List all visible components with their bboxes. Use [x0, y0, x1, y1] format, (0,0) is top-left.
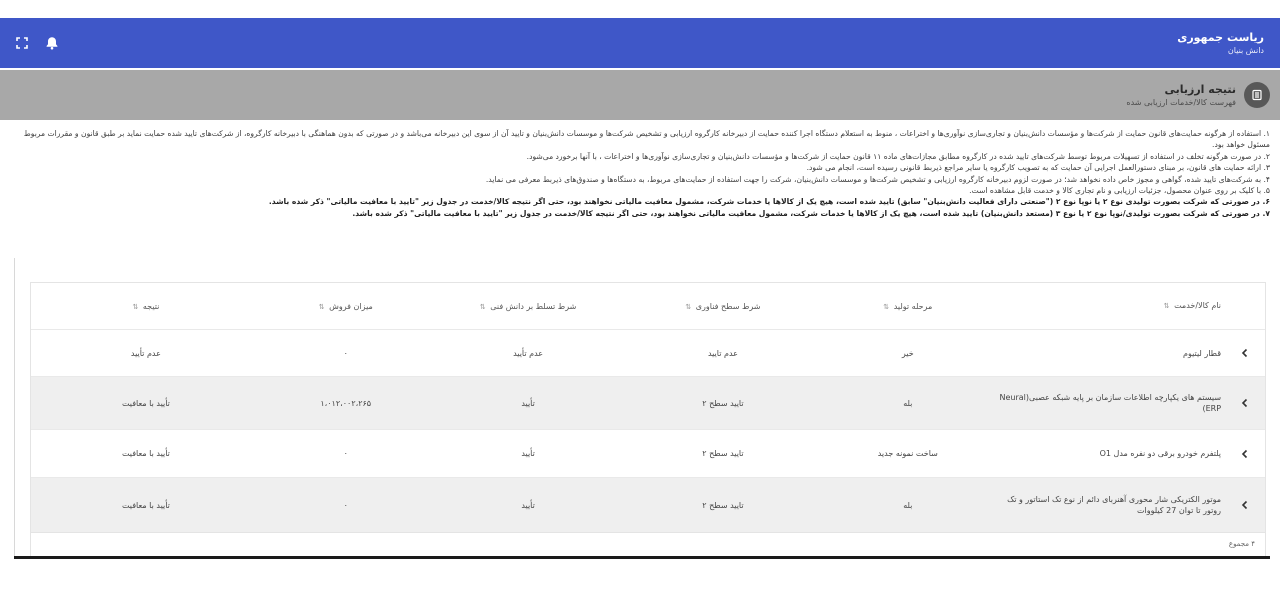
- note-3: ۳. ارائه حمایت های قانون، بر مبنای دستورالعمل اجرایی آن حمایت که به تصویب کارگروه یا سایر مراجع ذیربط قانونی رسیده است، انجام می شود.: [806, 163, 1270, 173]
- top-bar-actions: [14, 35, 60, 51]
- chevron-left-icon: [1240, 398, 1250, 408]
- note-1: ۱. استفاده از هرگونه حمایت‌های قانون حمایت از شرکت‌ها و مؤسسات دانش‌بنیان و تجاری‌سازی نوآوری‌ها و اختراعات ، منوط به استعلام دستگاه اجرا کننده حمایت از دبیرخانه کارگروه ارزیابی و تشخیص شرکت‌ها و موسسات دانش‌بنیان و تایید آن از سوی این دبیرخانه می‌باشد و در صورتی که بدون هماهنگی با دبیرخانه کارگروه، از شرکت‌های تایید شده حمایت نماید بر طبق قانون و مقررات مربوط مسئول خواهد بود.: [23, 129, 1270, 150]
- page-title: نتیجه ارزیابی: [1164, 82, 1236, 96]
- app-title: ریاست جمهوری: [1177, 30, 1264, 44]
- expand-row-button[interactable]: [1225, 398, 1265, 408]
- row-name-link[interactable]: قطار لیتیوم: [1183, 348, 1222, 358]
- header-know[interactable]: [431, 302, 626, 311]
- evaluation-notes: [20, 128, 1270, 219]
- row-result: تأیید با معافیت: [121, 449, 170, 458]
- row-tech: تایید سطح ۲: [702, 449, 744, 458]
- table-row[interactable]: [31, 429, 1265, 477]
- notification-bell-icon[interactable]: [44, 35, 60, 51]
- header-know-label: شرط تسلط بر دانش فنی: [490, 301, 577, 311]
- row-result: تأیید با معافیت: [121, 398, 170, 408]
- page-left-rule: [14, 258, 15, 558]
- note-7: ۷. در صورتی که شرکت بصورت تولیدی/نوپا نوع ۲ یا نوع ۳ (مستعد دانش‌بنیان) تایید شده است، هیچ یک از کالاها یا خدمات شرکت، مشمول معافیت مالیاتی نخواهند بود، حتی اگر نتیجه کالا/خدمت در جدول زیر "تایید با معافیت مالیاتی" ذکر شده باشد.: [352, 208, 1270, 218]
- row-stage: خیر: [901, 348, 914, 358]
- header-tech-label: شرط سطح فناوری: [695, 301, 761, 311]
- header-name[interactable]: [995, 300, 1225, 312]
- header-result[interactable]: [31, 302, 261, 311]
- row-sales: ۱،۰۱۲،۰۰۲،۲۶۵: [320, 398, 372, 408]
- sort-icon: ⇅: [132, 302, 139, 311]
- row-tech: عدم تایید: [707, 348, 738, 358]
- row-name-link[interactable]: پلتفرم خودرو برقی دو نفره مدل O1: [1099, 449, 1222, 458]
- expand-row-button[interactable]: [1225, 500, 1265, 510]
- row-stage: ساخت نمونه جدید: [877, 449, 938, 458]
- sort-icon: ⇅: [318, 302, 325, 311]
- row-tech: تایید سطح ۲: [702, 398, 744, 408]
- app-subtitle: دانش بنیان: [1227, 45, 1264, 55]
- header-stage-label: مرحله تولید: [893, 301, 933, 311]
- sort-icon: ⇅: [479, 302, 486, 311]
- brand[interactable]: [1177, 31, 1264, 56]
- row-know: تأیید: [521, 398, 535, 408]
- row-result: عدم تأیید: [130, 348, 161, 358]
- page-header: [0, 70, 1280, 120]
- note-2: ۲. در صورت هرگونه تخلف در استفاده از تسهیلات مربوط توسط شرکت‌های تایید شده در کارگروه مطابق مجازات‌های ماده ۱۱ قانون حمایت از شرکت‌ها و مؤسسات دانش‌بنیان و تجاری‌سازی نوآوری‌ها و اختراعات ، با آنها برخورد می‌شود.: [526, 151, 1270, 161]
- header-sales[interactable]: [261, 302, 431, 311]
- row-tech: تایید سطح ۲: [702, 500, 744, 510]
- row-stage: بله: [903, 500, 913, 510]
- row-know: تأیید: [521, 449, 535, 458]
- row-result: تأیید با معافیت: [121, 500, 170, 510]
- chevron-left-icon: [1240, 500, 1250, 510]
- table-footer: [31, 532, 1265, 554]
- sort-icon: ⇅: [883, 302, 890, 311]
- total-count: ۴ مجموع: [1228, 539, 1255, 548]
- row-know: تأیید: [521, 500, 535, 510]
- table-row[interactable]: [31, 477, 1265, 532]
- sort-icon: ⇅: [1163, 302, 1170, 310]
- note-4: ۴. به شرکت‌های تایید شده، گواهی و مجوز خاص داده نخواهد شد؛ در صورت لزوم دبیرخانه کارگروه ارزیابی و تشخیص شرکت‌ها و موسسات دانش‌بنیان، شرکت را جهت استفاده از حمایت‌های مربوط، به دستگاه‌ها و صندوق‌های ذیربط معرفی می نماید.: [485, 174, 1270, 184]
- expand-row-button[interactable]: [1225, 348, 1265, 358]
- evaluation-results-table: [30, 282, 1266, 558]
- table-row[interactable]: [31, 376, 1265, 429]
- chevron-left-icon: [1240, 449, 1250, 459]
- expand-row-button[interactable]: [1225, 449, 1265, 459]
- list-document-icon: [1244, 82, 1270, 108]
- row-sales: ۰: [343, 500, 348, 510]
- header-stage[interactable]: [820, 302, 995, 311]
- bottom-divider: [14, 556, 1270, 559]
- page-subtitle: فهرست کالا/خدمات ارزیابی شده: [1126, 97, 1236, 107]
- header-result-label: نتیجه: [142, 301, 160, 311]
- row-know: عدم تأیید: [513, 348, 544, 358]
- note-5: ۵. با کلیک بر روی عنوان محصول، جزئیات ارزیابی و نام تجاری کالا و خدمت قابل مشاهده است.: [969, 186, 1270, 196]
- header-name-label: نام کالا/خدمت: [1174, 301, 1222, 310]
- row-stage: بله: [903, 398, 913, 408]
- header-sales-label: میزان فروش: [329, 301, 373, 311]
- table-row[interactable]: [31, 329, 1265, 376]
- row-name-link[interactable]: سیستم های یکپارچه اطلاعات سازمان بر پایه شبکه عصبی(Neural ERP): [999, 393, 1222, 413]
- row-name-link[interactable]: موتور الکتریکی شار محوری آهنربای دائم از نوع تک استاتور و تک روتور تا توان 27 کیلووات: [1007, 495, 1222, 515]
- top-app-bar: [0, 18, 1280, 68]
- header-tech[interactable]: [626, 302, 821, 311]
- row-sales: ۰: [343, 449, 348, 458]
- chevron-left-icon: [1240, 348, 1250, 358]
- table-header: [31, 283, 1265, 329]
- fullscreen-icon[interactable]: [14, 35, 30, 51]
- row-sales: ۰: [343, 348, 348, 358]
- sort-icon: ⇅: [685, 302, 692, 311]
- note-6: ۶. در صورتی که شرکت بصورت تولیدی نوع ۲ یا نوپا نوع ۲ ("صنعتی دارای فعالیت دانش‌بنیان" سابق) تایید شده است، هیچ یک از کالاها یا خدمات شرکت، مشمول معافیت مالیاتی نخواهند بود، حتی اگر نتیجه کالا/خدمت در جدول زیر "تایید با معافیت مالیاتی" ذکر شده باشد.: [268, 197, 1270, 207]
